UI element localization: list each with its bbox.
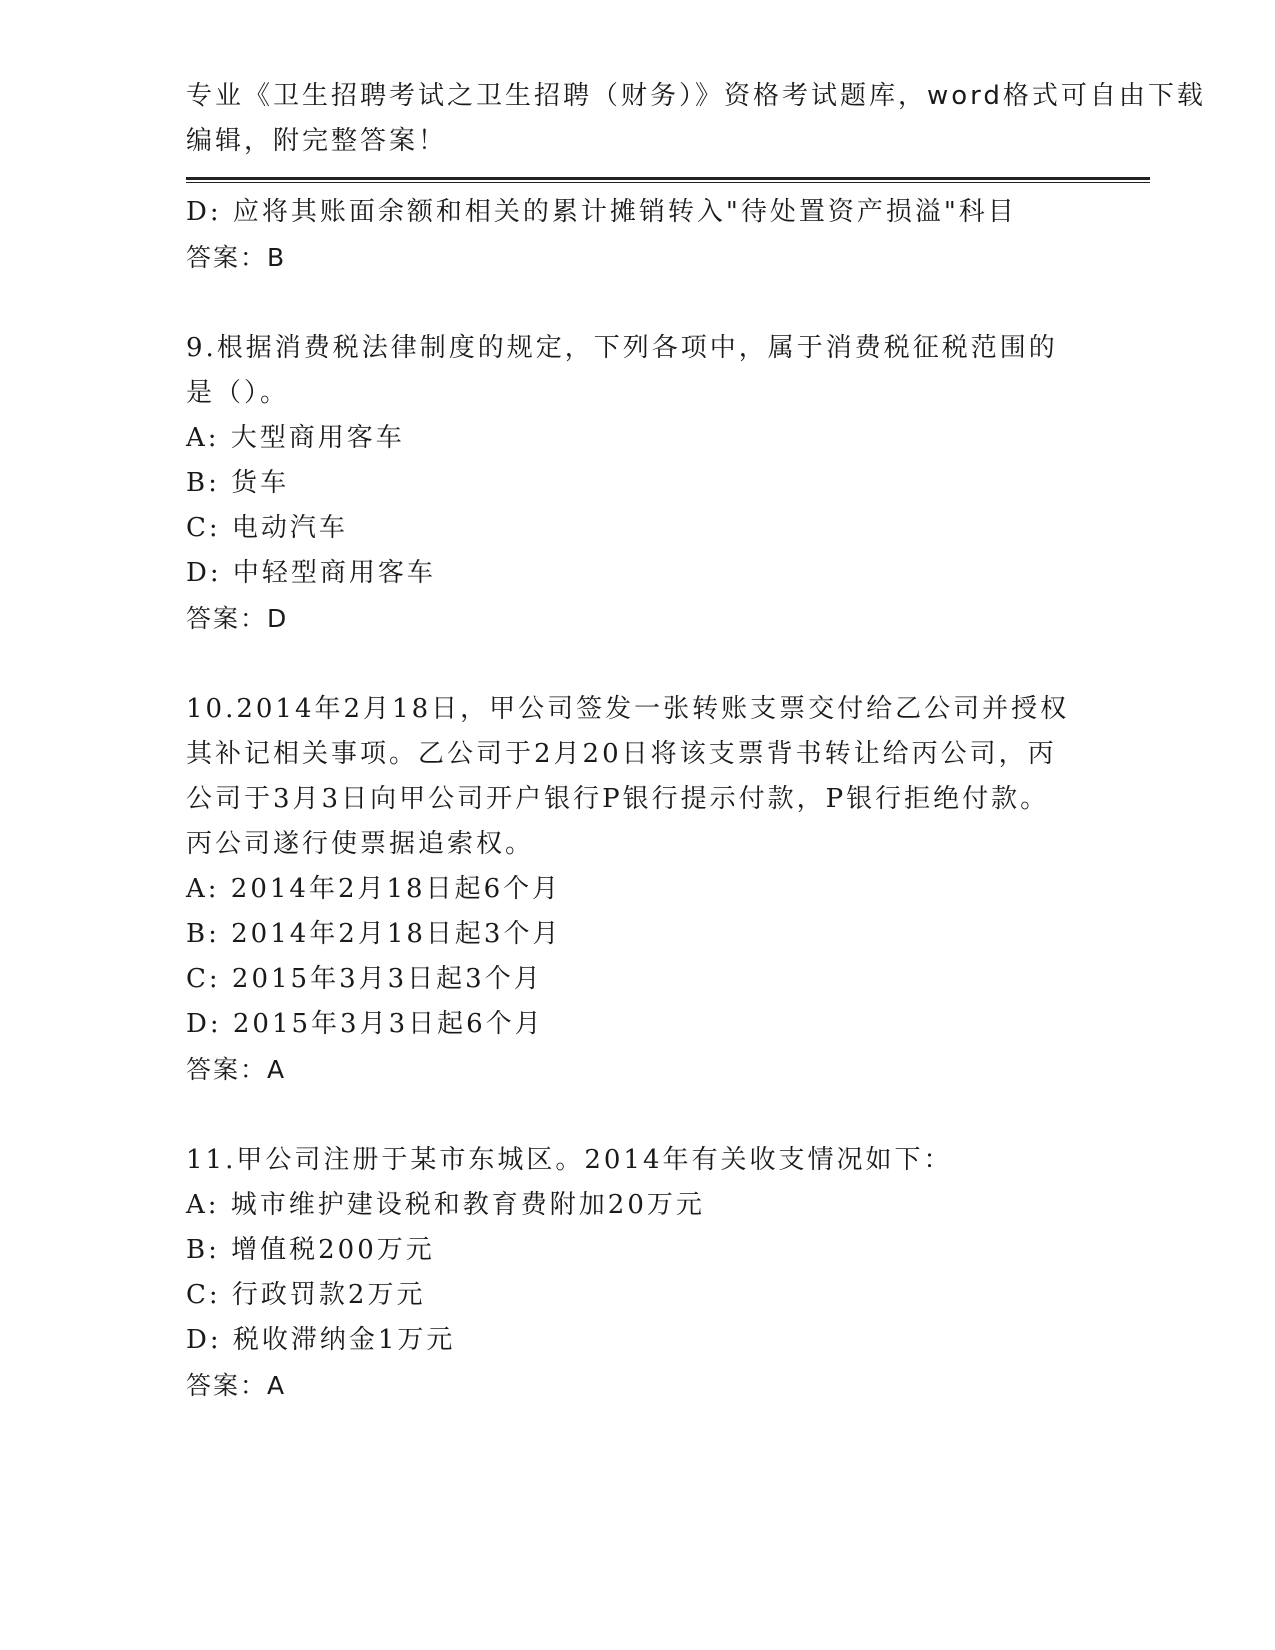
question-block-9 <box>186 326 1086 642</box>
header-divider-thin <box>186 182 1150 183</box>
question-stem: 10.2014年2月18日，甲公司签发一张转账支票交付给乙公司并授权 <box>186 694 1070 724</box>
spacer <box>186 642 1086 687</box>
option-d: D: 应将其账面余额和相关的累计摊销转入"待处置资产损溢"科目 <box>186 197 1017 227</box>
question-stem: 公司于3月3日向甲公司开户银行P银行提示付款，P银行拒绝付款。 <box>186 784 1050 814</box>
header-line-1: 专业《卫生招聘考试之卫生招聘（财务）》资格考试题库，word格式可自由下载 <box>186 81 1206 111</box>
option-b: B: 2014年2月18日起3个月 <box>186 919 562 949</box>
answer-line: 答案：A <box>186 1055 287 1084</box>
question-block-11 <box>186 1138 1086 1409</box>
option-c: C: 行政罚款2万元 <box>186 1280 426 1310</box>
question-stem: 是（）。 <box>186 378 290 408</box>
header-divider-thick <box>186 177 1150 180</box>
answer-line: 答案：A <box>186 1371 287 1400</box>
option-a: A: 2014年2月18日起6个月 <box>186 874 562 904</box>
document-header <box>186 74 1206 164</box>
question-block-10 <box>186 687 1086 1093</box>
header-line-2: 编辑，附完整答案！ <box>186 126 448 156</box>
spacer <box>186 1093 1086 1138</box>
option-d: D: 中轻型商用客车 <box>186 558 436 588</box>
answer-line: 答案：D <box>186 604 289 633</box>
option-a: A: 大型商用客车 <box>186 423 405 453</box>
spacer <box>186 281 1086 326</box>
question-stem: 丙公司遂行使票据追索权。 <box>186 829 535 859</box>
option-d: D: 税收滞纳金1万元 <box>186 1325 456 1355</box>
option-b: B: 货车 <box>186 468 290 498</box>
question-block-prev <box>186 190 1086 281</box>
question-stem: 其补记相关事项。乙公司于2月20日将该支票背书转让给丙公司，丙 <box>186 739 1057 769</box>
answer-line: 答案：B <box>186 243 287 272</box>
option-d: D: 2015年3月3日起6个月 <box>186 1009 544 1039</box>
option-a: A: 城市维护建设税和教育费附加20万元 <box>186 1190 705 1220</box>
option-c: C: 电动汽车 <box>186 513 348 543</box>
option-c: C: 2015年3月3日起3个月 <box>186 964 543 994</box>
option-b: B: 增值税200万元 <box>186 1235 435 1265</box>
question-stem: 9.根据消费税法律制度的规定，下列各项中，属于消费税征税范围的 <box>186 333 1058 363</box>
question-stem: 11.甲公司注册于某市东城区。2014年有关收支情况如下： <box>186 1145 953 1175</box>
document-body <box>186 190 1086 1409</box>
